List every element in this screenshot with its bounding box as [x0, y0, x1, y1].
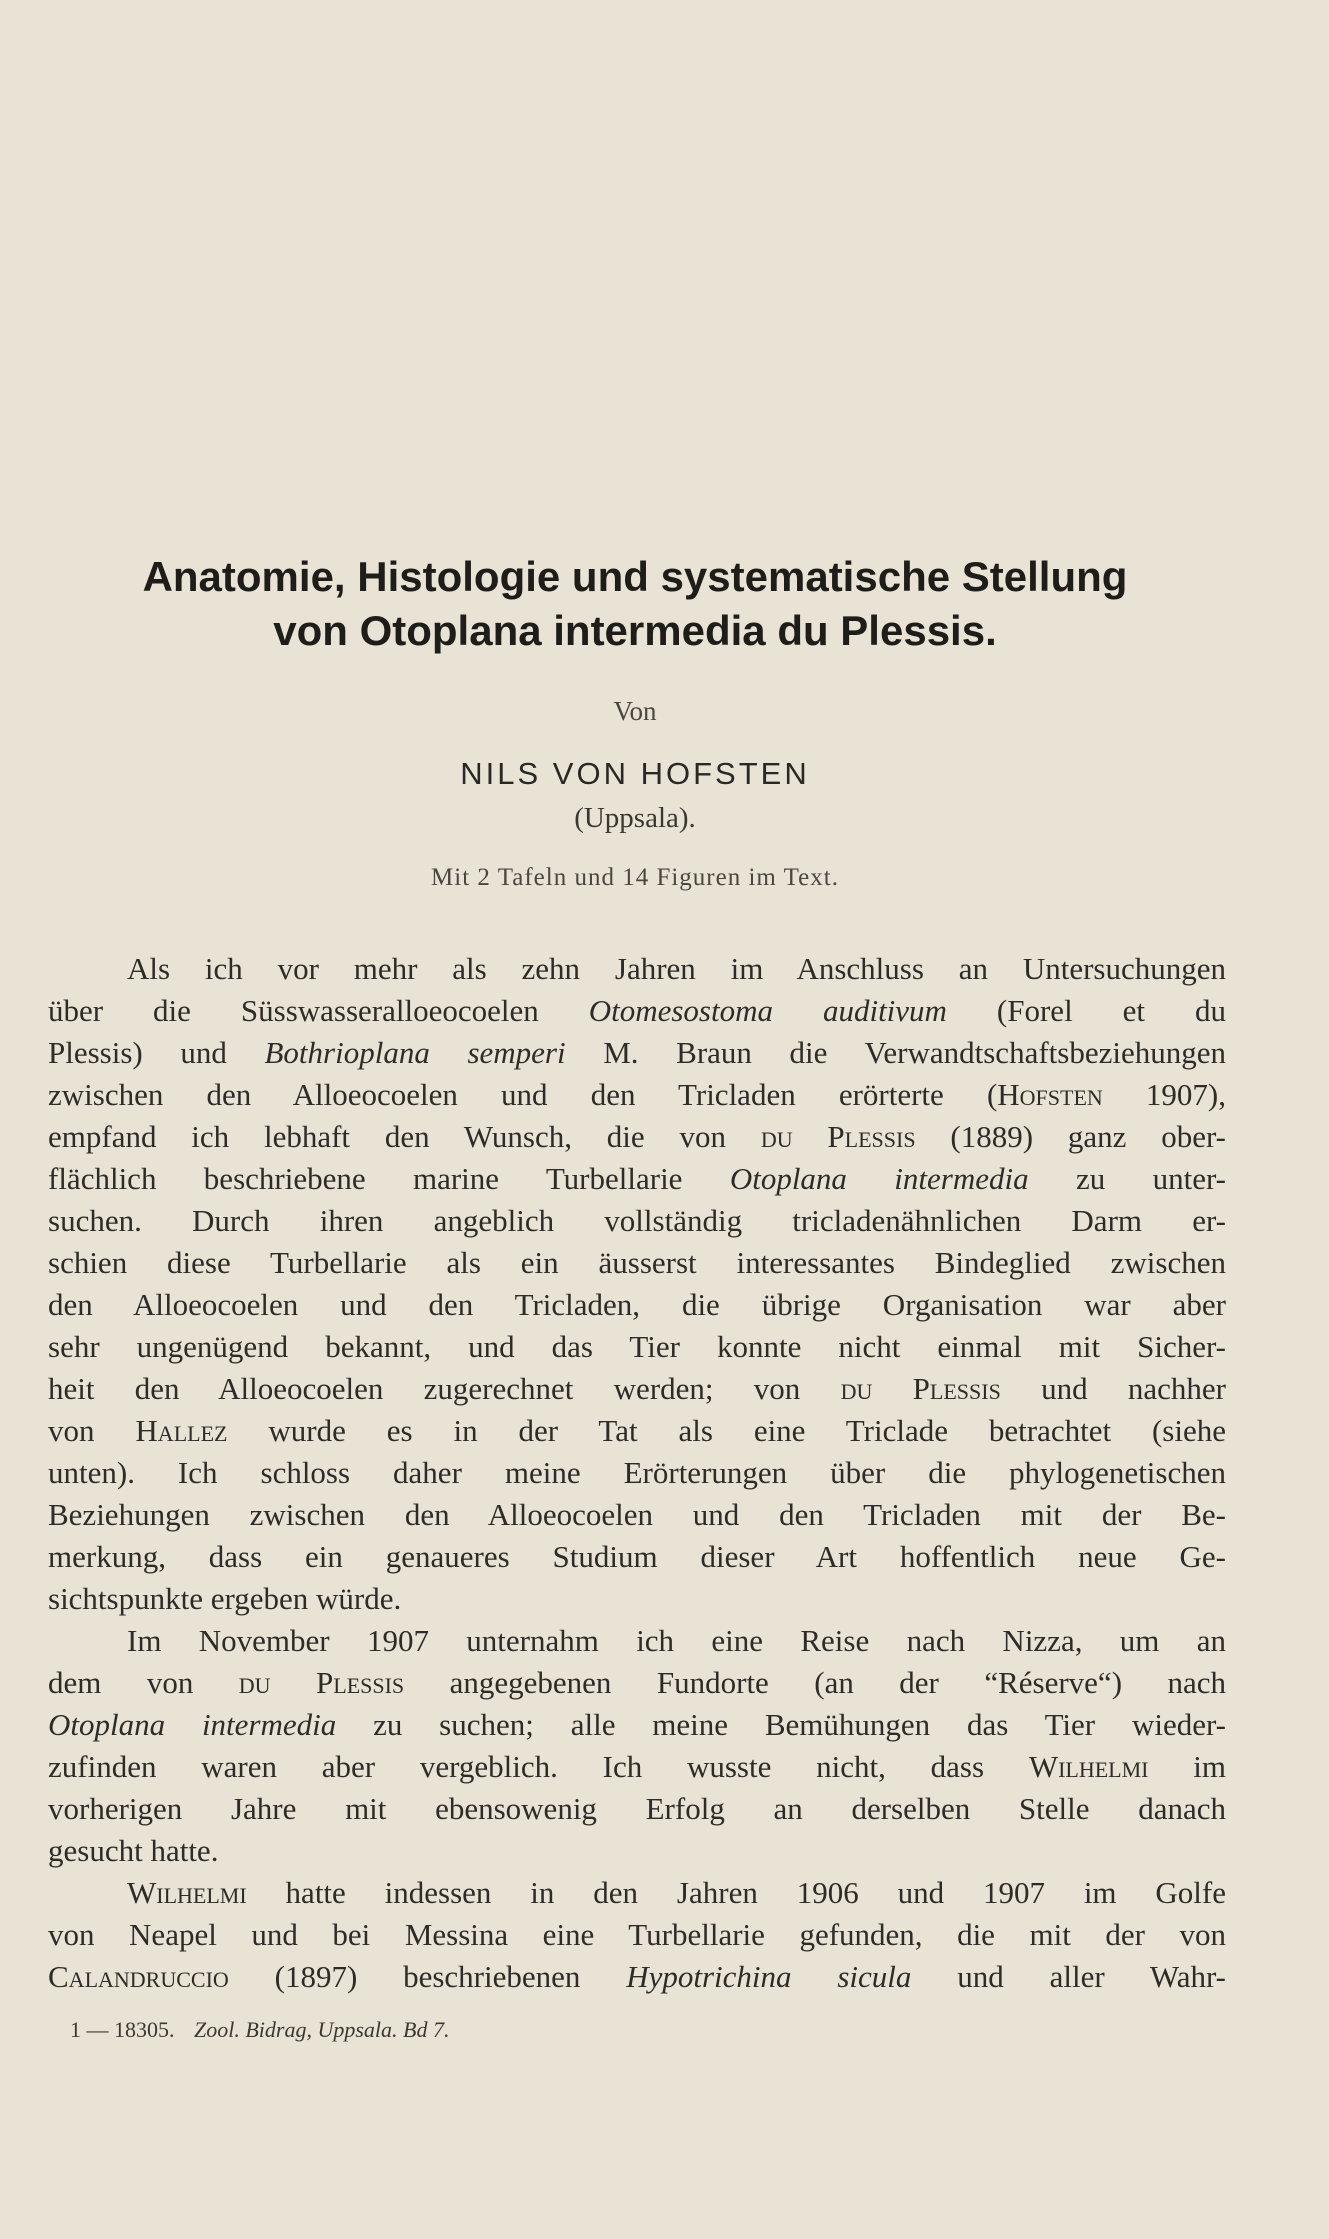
text-line: heit den Alloeocoelen zugerechnet werden; von du Plessis und nachher: [48, 1371, 1226, 1406]
text-line: sehr ungenügend bekannt, und das Tier konnte nicht einmal mit Sicher-: [48, 1329, 1226, 1364]
text-line: dem von du Plessis angegebenen Fundorte (an der “Réserve“) nach: [48, 1665, 1226, 1700]
text-line: schien diese Turbellarie als ein äusserst interessantes Bindeglied zwischen: [48, 1245, 1226, 1280]
signature-mark: 1 — 18305.: [70, 2017, 175, 2042]
text-line: flächlich beschriebene marine Turbellarie Otoplana intermedia zu unter-: [48, 1161, 1226, 1196]
text-line: zwischen den Alloeocoelen und den Tricladen erörterte (Hofsten 1907),: [48, 1077, 1226, 1112]
body-text: [48, 948, 1226, 1998]
text-line: gesucht hatte.: [48, 1833, 219, 1868]
text-line: über die Süsswasseralloeocoelen Otomesostoma auditivum (Forel et du: [48, 993, 1226, 1028]
text-line: den Alloeocoelen und den Tricladen, die übrige Organisation war aber: [48, 1287, 1226, 1322]
text-line: Als ich vor mehr als zehn Jahren im Anschluss an Untersuchungen: [127, 951, 1226, 986]
text-line: zufinden waren aber vergeblich. Ich wusste nicht, dass Wilhelmi im: [48, 1749, 1226, 1784]
text-line: unten). Ich schloss daher meine Erörterungen über die phylogenetischen: [48, 1455, 1226, 1490]
text-line: merkung, dass ein genaueres Studium dieser Art hoffentlich neue Ge-: [48, 1539, 1226, 1574]
text-line: Otoplana intermedia zu suchen; alle meine Bemühungen das Tier wieder-: [48, 1707, 1227, 1742]
text-line: suchen. Durch ihren angeblich vollständig tricladenähnlichen Darm er-: [48, 1203, 1226, 1238]
author-affiliation: (Uppsala).: [574, 802, 696, 834]
text-line: Plessis) und Bothrioplana semperi M. Braun die Verwandtschaftsbeziehungen: [48, 1035, 1226, 1070]
text-line: Wilhelmi hatte indessen in den Jahren 1906 und 1907 im Golfe: [127, 1875, 1226, 1910]
text-line: Beziehungen zwischen den Alloeocoelen und den Tricladen mit der Be-: [48, 1497, 1226, 1532]
author-name: NILS VON HOFSTEN: [460, 756, 810, 791]
text-line: Im November 1907 unternahm ich eine Reise nach Nizza, um an: [127, 1623, 1226, 1658]
journal-reference: Zool. Bidrag, Uppsala. Bd 7.: [194, 2017, 450, 2042]
page-footer: [70, 2017, 449, 2043]
title-line-2: von Otoplana intermedia du Plessis.: [273, 607, 997, 654]
article-title: [0, 550, 1270, 658]
text-line: empfand ich lebhaft den Wunsch, die von du Plessis (1889) ganz ober-: [48, 1119, 1226, 1154]
text-line: vorherigen Jahre mit ebensowenig Erfolg an derselben Stelle danach: [48, 1791, 1226, 1826]
text-line: von Neapel und bei Messina eine Turbellarie gefunden, die mit der von: [48, 1917, 1226, 1952]
text-line: Calandruccio (1897) beschriebenen Hypotrichina sicula und aller Wahr-: [48, 1959, 1226, 1994]
title-line-1: Anatomie, Histologie und systematische Stellung: [142, 553, 1128, 600]
text-line: sichtspunkte ergeben würde.: [48, 1581, 402, 1616]
text-line: von Hallez wurde es in der Tat als eine Triclade betrachtet (siehe: [48, 1413, 1226, 1448]
byline-von: Von: [613, 696, 657, 726]
plates-note: Mit 2 Tafeln und 14 Figuren im Text.: [431, 864, 839, 891]
